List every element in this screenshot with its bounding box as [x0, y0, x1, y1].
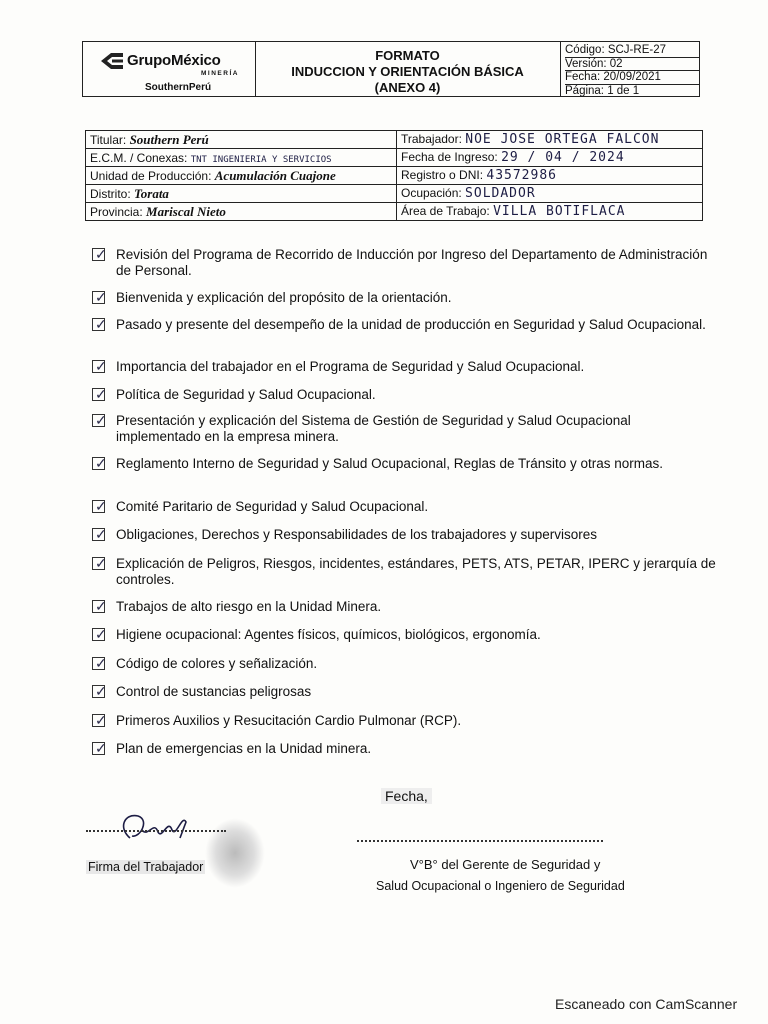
provincia-cell	[86, 203, 397, 221]
title-line-2: INDUCCION Y ORIENTACIÓN BÁSICA	[291, 64, 524, 79]
dni-cell	[397, 167, 703, 185]
checklist-text: Reglamento Interno de Seguridad y Salud Ocupacional, Reglas de Tránsito y otras normas.	[116, 456, 664, 471]
document-title	[255, 42, 561, 96]
doc-page: Página: 1 de 1	[565, 84, 640, 97]
checkbox-checked-icon[interactable]: ✓	[92, 500, 105, 513]
signature-line	[86, 830, 226, 832]
checkbox-checked-icon[interactable]: ✓	[92, 528, 105, 541]
checklist-text: Primeros Auxilios y Resucitación Cardio Pulmonar (RCP).	[116, 713, 462, 728]
trabajador-label: Trabajador:	[401, 132, 462, 146]
document-header	[82, 41, 700, 97]
titular-cell	[86, 131, 397, 149]
document-meta	[561, 42, 699, 96]
dni-label: Registro o DNI:	[401, 168, 484, 182]
area-cell	[397, 203, 703, 221]
titular-label: Titular:	[90, 132, 127, 147]
ingreso-label: Fecha de Ingreso:	[401, 150, 498, 164]
unidad-value: Acumulación Cuajone	[214, 167, 336, 183]
checklist-text: Revisión del Programa de Recorrido de Inducción por Ingreso del Departamento de Administración de Personal.	[116, 247, 708, 278]
info-row	[86, 203, 703, 221]
checkbox-checked-icon[interactable]: ✓	[92, 457, 105, 470]
dni-value: 43572986	[486, 168, 557, 183]
doc-code: Código: SCJ-RE-27	[565, 44, 699, 58]
title-line-3: (ANEXO 4)	[374, 80, 441, 95]
ingreso-cell	[397, 149, 703, 167]
info-row	[86, 131, 703, 149]
worker-signature-icon	[110, 808, 210, 848]
fingerprint-icon	[205, 818, 265, 888]
info-row	[86, 185, 703, 203]
checklist-text: Explicación de Peligros, Riesgos, incidentes, estándares, PETS, ATS, PETAR, IPERC y jerarquía de controles.	[116, 556, 716, 587]
info-row	[86, 149, 703, 167]
scanner-watermark: Escaneado con CamScanner	[555, 996, 738, 1012]
checklist-text: Presentación y explicación del Sistema de Gestión de Seguridad y Salud Ocupacional implementado en la empresa minera.	[116, 413, 631, 444]
distrito-value: Torata	[134, 185, 169, 201]
vb-label-line2: Salud Ocupacional o Ingeniero de Seguridad	[376, 879, 625, 893]
trabajador-cell	[397, 131, 703, 149]
checklist-text: Pasado y presente del desempeño de la unidad de producción en Seguridad y Salud Ocupacional.	[116, 317, 706, 332]
checkbox-checked-icon[interactable]: ✓	[92, 628, 105, 641]
ingreso-value: 29 / 04 / 2024	[501, 150, 625, 165]
fecha-label: Fecha,	[381, 788, 432, 804]
checklist-text: Código de colores y señalización.	[116, 656, 318, 671]
unidad-label: Unidad de Producción:	[90, 168, 212, 183]
firma-trabajador-label: Firma del Trabajador	[88, 860, 204, 874]
unidad-cell	[86, 167, 397, 185]
checkbox-checked-icon[interactable]: ✓	[92, 600, 105, 613]
checklist-text: Política de Seguridad y Salud Ocupacional.	[116, 387, 376, 402]
ocupacion-cell	[397, 185, 703, 203]
grupo-mexico-logo-icon	[99, 50, 125, 72]
checkbox-checked-icon[interactable]: ✓	[92, 714, 105, 727]
vb-signature-line	[357, 840, 603, 842]
logo-cell	[83, 42, 256, 96]
checkbox-checked-icon[interactable]: ✓	[92, 360, 105, 373]
checklist-text: Obligaciones, Derechos y Responsabilidades de los trabajadores y supervisores	[116, 527, 598, 542]
logo-text: GrupoMéxico	[127, 52, 221, 69]
checklist-text: Plan de emergencias en la Unidad minera.	[116, 741, 372, 756]
checklist-text: Higiene ocupacional: Agentes físicos, químicos, biológicos, ergonomía.	[116, 627, 541, 642]
trabajador-value: NOE JOSE ORTEGA FALCON	[465, 132, 660, 147]
vb-label-line1: V°B° del Gerente de Seguridad y	[410, 857, 601, 872]
provincia-label: Provincia:	[90, 204, 143, 219]
checkbox-checked-icon[interactable]: ✓	[92, 557, 105, 570]
checkbox-checked-icon[interactable]: ✓	[92, 414, 105, 427]
ecm-cell	[86, 149, 397, 167]
ecm-label: E.C.M. / Conexas:	[90, 150, 188, 165]
checklist-text: Bienvenida y explicación del propósito de la orientación.	[116, 290, 452, 305]
provincia-value: Mariscal Nieto	[146, 203, 226, 219]
doc-date: Fecha: 20/09/2021	[565, 71, 699, 85]
ecm-value: TNT INGENIERIA Y SERVICIOS	[190, 154, 332, 165]
area-label: Área de Trabajo:	[401, 204, 490, 218]
checklist-text: Control de sustancias peligrosas	[116, 684, 312, 699]
checklist-text: Importancia del trabajador en el Programa de Seguridad y Salud Ocupacional.	[116, 359, 585, 374]
area-value: VILLA BOTIFLACA	[493, 204, 626, 219]
checklist-text: Comité Paritario de Seguridad y Salud Ocupacional.	[116, 499, 429, 514]
titular-value: Southern Perú	[129, 131, 209, 147]
logo-subtitle: MINERÍA	[201, 70, 239, 77]
checkbox-checked-icon[interactable]: ✓	[92, 657, 105, 670]
distrito-cell	[86, 185, 397, 203]
checkbox-checked-icon[interactable]: ✓	[92, 685, 105, 698]
info-row	[86, 167, 703, 185]
distrito-label: Distrito:	[90, 186, 131, 201]
doc-version: Versión: 02	[565, 58, 699, 72]
info-table	[85, 130, 703, 221]
checkbox-checked-icon[interactable]: ✓	[92, 388, 105, 401]
ocupacion-label: Ocupación:	[401, 186, 462, 200]
checklist-text: Trabajos de alto riesgo en la Unidad Minera.	[116, 599, 382, 614]
checkbox-checked-icon[interactable]: ✓	[92, 742, 105, 755]
logo-company: SouthernPerú	[145, 82, 212, 93]
checkbox-checked-icon[interactable]: ✓	[92, 318, 105, 331]
ocupacion-value: SOLDADOR	[465, 186, 536, 201]
checkbox-checked-icon[interactable]: ✓	[92, 291, 105, 304]
checkbox-checked-icon[interactable]: ✓	[92, 248, 105, 261]
title-line-1: FORMATO	[375, 48, 440, 63]
